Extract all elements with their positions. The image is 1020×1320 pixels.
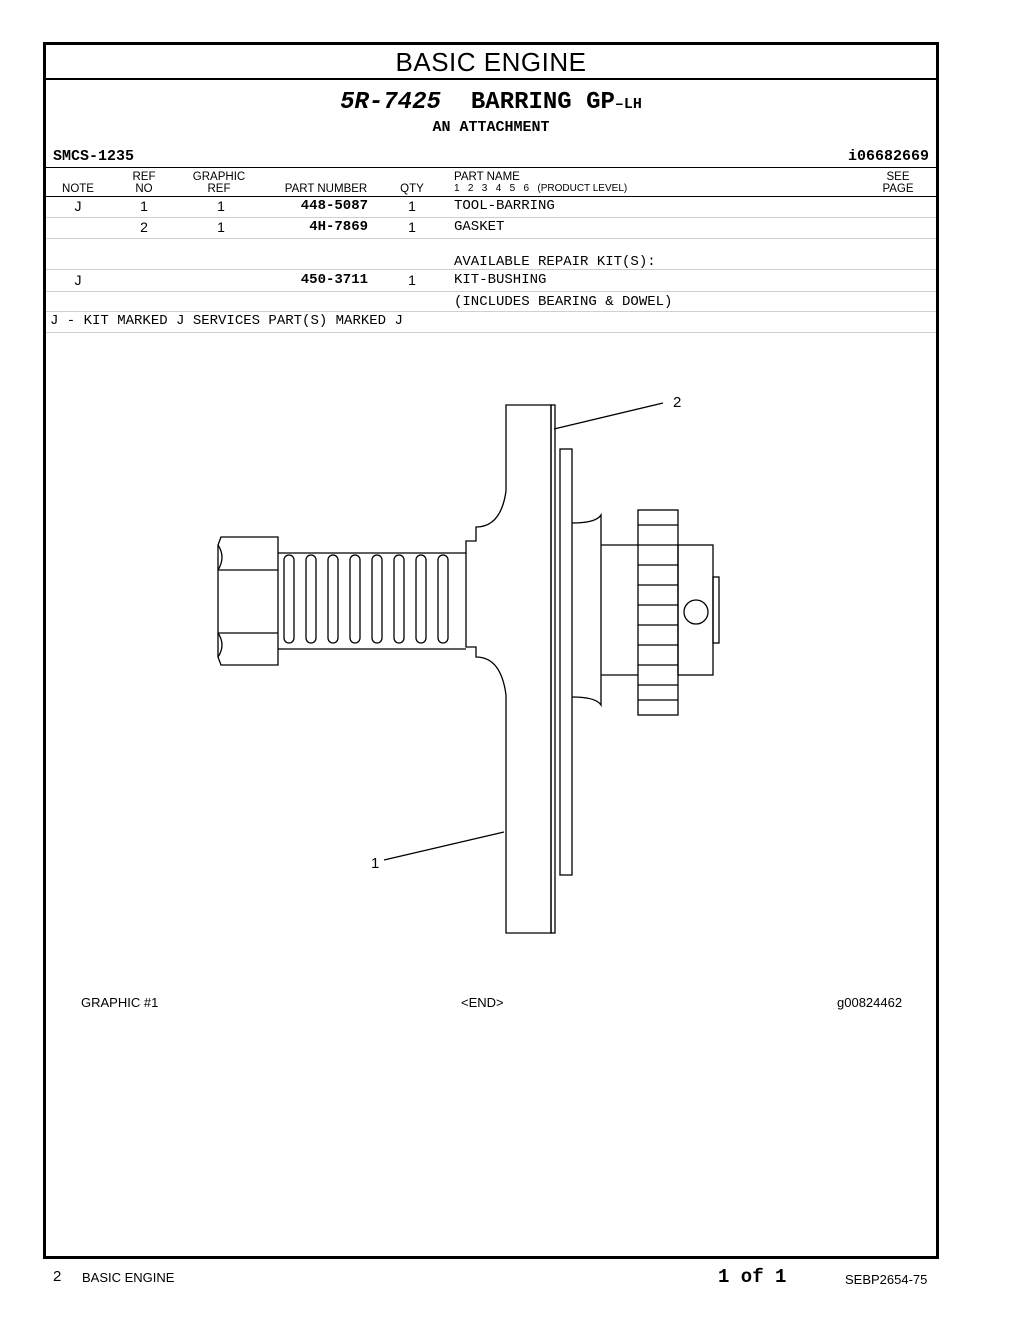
row-part-name: KIT-BUSHING: [454, 272, 547, 288]
flange: [466, 405, 551, 933]
group-part-suffix: –LH: [614, 96, 642, 113]
row-part-number: 448-5087: [300, 198, 368, 214]
footer-section: BASIC ENGINE: [82, 1270, 175, 1285]
row-part-name: (INCLUDES BEARING & DOWEL): [454, 294, 673, 310]
col-product-level: 1 2 3 4 5 6 (PRODUCT LEVEL): [454, 183, 628, 194]
row-graphic-ref: 1: [217, 219, 225, 235]
graphic-id: g00824462: [837, 995, 903, 1010]
row-graphic-ref: 1: [217, 198, 225, 214]
footnote: J - KIT MARKED J SERVICES PART(S) MARKED J: [50, 313, 403, 329]
page-number: 2: [53, 1268, 62, 1285]
row-note: J: [74, 272, 82, 288]
gasket: [551, 405, 555, 933]
page-count: 1 of 1: [718, 1266, 787, 1288]
col-graphic-ref: GRAPHIC REF: [192, 171, 246, 195]
group-part-name: BARRING GP: [470, 89, 615, 116]
smcs-code: SMCS-1235: [53, 148, 135, 165]
graphic-label: GRAPHIC #1: [81, 995, 159, 1010]
hex-head: [218, 537, 278, 665]
row-ref-no: 2: [140, 219, 148, 235]
row-part-name: TOOL-BARRING: [454, 198, 555, 214]
leader-line-1: [384, 832, 504, 860]
col-part-name: PART NAME: [454, 171, 520, 183]
dowel-hole: [684, 600, 708, 624]
row-divider: [46, 238, 936, 239]
group-subtitle: AN ATTACHMENT: [432, 119, 550, 136]
col-part-number: PART NUMBER: [284, 183, 368, 195]
row-ref-no: 1: [140, 198, 148, 214]
row-divider: [46, 269, 936, 270]
row-part-name: GASKET: [454, 219, 505, 235]
col-qty: QTY: [400, 183, 424, 195]
row-note: J: [74, 198, 82, 214]
header-rule: [46, 167, 936, 168]
row-divider: [46, 311, 936, 312]
footnote-divider: [46, 332, 936, 333]
row-part-number: 4H-7869: [309, 219, 368, 235]
column-rule: [46, 196, 936, 197]
knurled-nut: [638, 510, 678, 715]
row-qty: 1: [408, 198, 416, 214]
row-divider: [46, 217, 936, 218]
row-part-number: 450-3711: [300, 272, 368, 288]
callout-1: 1: [371, 855, 380, 872]
leader-line-2: [554, 403, 663, 429]
row-qty: 1: [408, 219, 416, 235]
row-divider: [46, 291, 936, 292]
callout-2: 2: [673, 394, 682, 411]
page-frame: [43, 42, 939, 1259]
document-id: SEBP2654-75: [845, 1272, 928, 1287]
end-marker: <END>: [461, 995, 504, 1010]
section-title: BASIC ENGINE: [46, 45, 936, 80]
group-title: [46, 89, 936, 116]
row-qty: 1: [408, 272, 416, 288]
illustration-id: i06682669: [847, 148, 929, 165]
repair-kit-heading: AVAILABLE REPAIR KIT(S):: [454, 254, 656, 270]
barring-tool-drawing: [196, 375, 796, 985]
col-note: NOTE: [62, 183, 94, 195]
col-see-page: SEE PAGE: [882, 171, 914, 195]
group-part-number: 5R-7425: [340, 89, 441, 116]
col-ref-no: REF NO: [132, 171, 156, 195]
spring: [284, 553, 466, 649]
